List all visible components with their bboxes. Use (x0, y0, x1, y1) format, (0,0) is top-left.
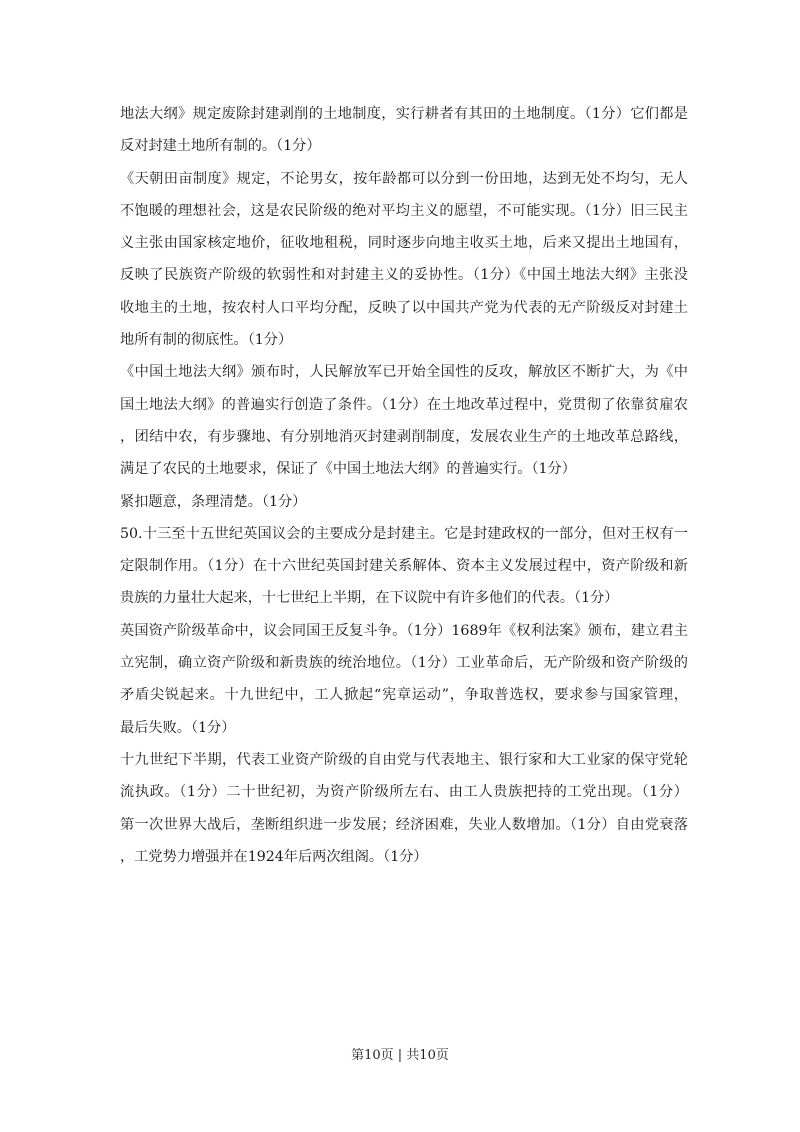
text-line: 《中国土地法大纲》颁布时，人民解放军已开始全国性的反攻，解放区不断扩大，为《中 (120, 364, 688, 381)
text-line: ，工党势力增强并在1924年后两次组阁。（1分） (120, 848, 428, 865)
text-line: 定限制作用。（1分）在十六世纪英国封建关系解体、资本主义发展过程中，资产阶级和新 (120, 558, 688, 575)
text-line: 贵族的力量壮大起来，十七世纪上半期，在下议院中有许多他们的代表。（1分） (120, 590, 619, 607)
text-line: 满足了农民的土地要求，保证了《中国土地法大纲》的普遍实行。（1分） (120, 461, 576, 478)
text-line: 英国资产阶级革命中，议会同国王反复斗争。（1分）1689年《权利法案》颁布，建立君主 (120, 622, 688, 639)
document-body (120, 98, 688, 873)
text-line: 不饱暖的理想社会，这是农民阶级的绝对平均主义的愿望，不可能实现。（1分）旧三民主 (120, 202, 688, 219)
text-line: 十九世纪下半期，代表工业资产阶级的自由党与代表地主、银行家和大工业家的保守党轮 (120, 751, 688, 768)
text-line: 《天朝田亩制度》规定，不论男女，按年龄都可以分到一份田地，达到无处不均匀，无人 (120, 170, 688, 187)
text-line: 紧扣题意，条理清楚。（1分） (120, 493, 307, 510)
text-line: 地所有制的彻底性。（1分） (120, 332, 293, 349)
text-line: 立宪制，确立资产阶级和新贵族的统治地位。（1分）工业革命后，无产阶级和资产阶级的 (120, 655, 688, 672)
text-line: 最后失败。（1分） (120, 719, 236, 736)
text-line: 反映了民族资产阶级的软弱性和对封建主义的妥协性。（1分）《中国土地法大纲》主张没 (120, 267, 688, 284)
page-footer: 第10页 | 共10页 (351, 1048, 449, 1063)
text-line: 国土地法大纲》的普遍实行创造了条件。（1分）在土地改革过程中，党贯彻了依靠贫雇农 (120, 396, 688, 413)
text-line: ，团结中农，有步骤地、有分别地消灭封建剥削制度，发展农业生产的土地改革总路线， (120, 428, 688, 445)
text-line: 反对封建土地所有制的。（1分） (120, 138, 321, 155)
text-line: 矛盾尖锐起来。十九世纪中，工人掀起“宪章运动”，争取普选权，要求参与国家管理， (120, 687, 688, 704)
text-line: 流执政。（1分）二十世纪初，为资产阶级所左右、由工人贵族把持的工党出现。（1分） (120, 784, 688, 801)
text-line: 第一次世界大战后，垄断组织进一步发展；经济困难，失业人数增加。（1分）自由党衰落 (120, 816, 688, 833)
text-line: 义主张由国家核定地价，征收地租税，同时逐步向地主收买土地，后来又提出土地国有， (120, 235, 688, 252)
text-line: 地法大纲》规定废除封建剥削的土地制度，实行耕者有其田的土地制度。（1分）它们都是 (120, 106, 688, 122)
text-line: 收地主的土地，按农村人口平均分配，反映了以中国共产党为代表的无产阶级反对封建土 (120, 299, 688, 316)
text-line: 50.十三至十五世纪英国议会的主要成分是封建主。它是封建政权的一部分，但对王权有一 (120, 525, 688, 542)
